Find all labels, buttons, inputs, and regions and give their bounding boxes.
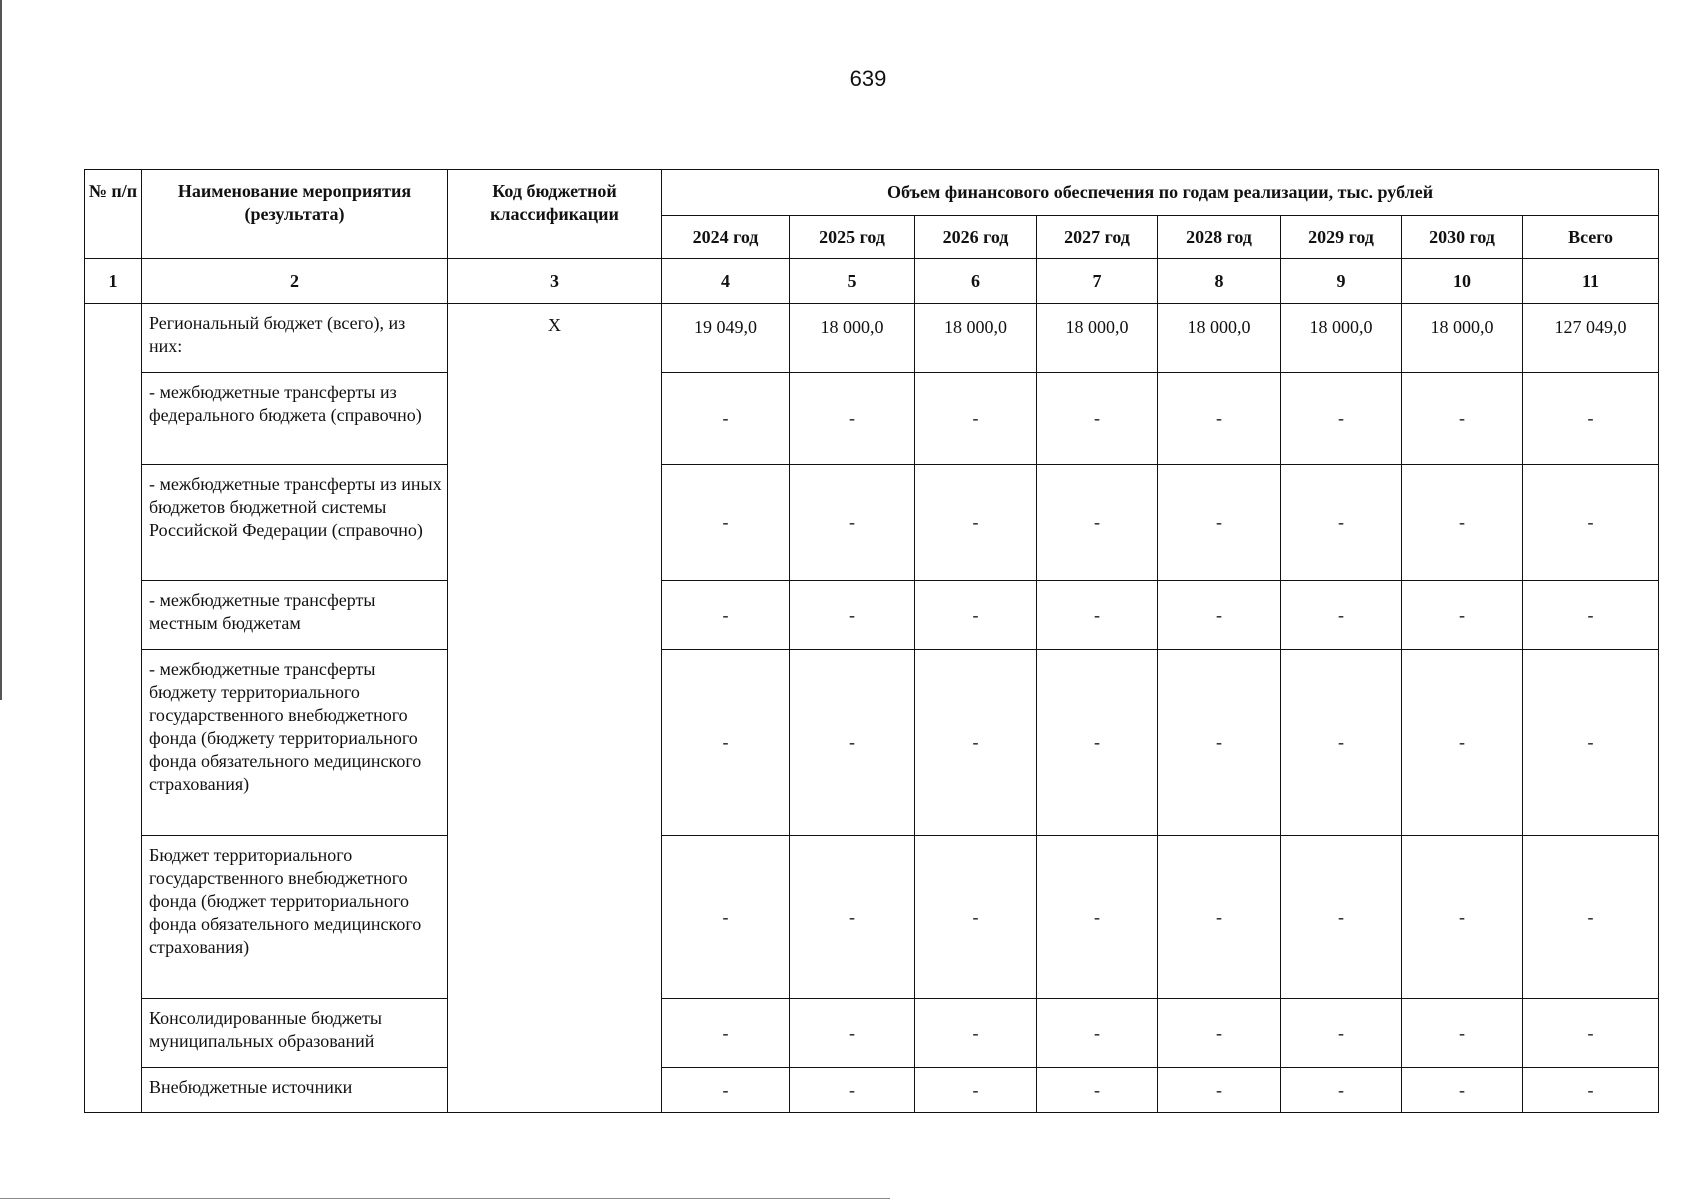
value-cell: - — [1037, 581, 1158, 650]
value-cell: - — [1037, 373, 1158, 465]
column-number: 10 — [1402, 259, 1523, 304]
header-year: 2025 год — [790, 216, 915, 259]
value-cell: - — [1402, 999, 1523, 1068]
value-cell: - — [662, 999, 790, 1068]
value-cell: 18 000,0 — [1158, 304, 1281, 373]
header-name: Наименование мероприятия (результата) — [142, 170, 448, 259]
table-row — [85, 304, 1659, 373]
value-cell: - — [1158, 1068, 1281, 1113]
row-name: - межбюджетные трансферты местным бюджетам — [142, 581, 448, 650]
total-cell: - — [1523, 836, 1659, 999]
column-number: 2 — [142, 259, 448, 304]
value-cell: - — [790, 465, 915, 581]
value-cell: - — [1158, 836, 1281, 999]
value-cell: - — [1281, 465, 1402, 581]
column-number: 7 — [1037, 259, 1158, 304]
budget-table — [84, 169, 1659, 1113]
value-cell: - — [915, 581, 1037, 650]
value-cell: - — [662, 581, 790, 650]
header-code: Код бюджетной классификации — [448, 170, 662, 259]
column-number: 3 — [448, 259, 662, 304]
table-row — [85, 373, 1659, 465]
value-cell: 18 000,0 — [1281, 304, 1402, 373]
value-cell: - — [1281, 373, 1402, 465]
total-cell: - — [1523, 581, 1659, 650]
value-cell: - — [1037, 999, 1158, 1068]
value-cell: - — [1037, 650, 1158, 836]
value-cell: - — [1281, 650, 1402, 836]
header-year: 2024 год — [662, 216, 790, 259]
value-cell: - — [1158, 999, 1281, 1068]
value-cell: - — [1037, 836, 1158, 999]
column-number: 6 — [915, 259, 1037, 304]
value-cell: - — [1158, 373, 1281, 465]
value-cell: 18 000,0 — [790, 304, 915, 373]
value-cell: - — [915, 836, 1037, 999]
value-cell: - — [1281, 836, 1402, 999]
value-cell: - — [915, 999, 1037, 1068]
value-cell: - — [1281, 581, 1402, 650]
row-name: - межбюджетные трансферты бюджету территориального государственного внебюджетного фонда (бюджету территориального фонда обязательного медицинского страхования) — [142, 650, 448, 836]
page-number: 639 — [849, 66, 887, 91]
column-number: 5 — [790, 259, 915, 304]
value-cell: - — [790, 836, 915, 999]
total-cell: 127 049,0 — [1523, 304, 1659, 373]
value-cell: - — [1402, 581, 1523, 650]
total-cell: - — [1523, 650, 1659, 836]
value-cell: - — [662, 465, 790, 581]
value-cell: - — [1037, 1068, 1158, 1113]
value-cell: - — [1158, 465, 1281, 581]
value-cell: - — [662, 1068, 790, 1113]
value-cell: - — [1281, 1068, 1402, 1113]
header-year: 2028 год — [1158, 216, 1281, 259]
table-row — [85, 581, 1659, 650]
value-cell: - — [1402, 1068, 1523, 1113]
value-cell: - — [1402, 465, 1523, 581]
value-cell: - — [790, 999, 915, 1068]
header-year: 2026 год — [915, 216, 1037, 259]
header-row — [85, 170, 1659, 216]
value-cell: - — [1402, 650, 1523, 836]
value-cell: - — [915, 373, 1037, 465]
table-row — [85, 999, 1659, 1068]
value-cell: - — [1037, 465, 1158, 581]
header-year: 2029 год — [1281, 216, 1402, 259]
column-number: 9 — [1281, 259, 1402, 304]
column-number: 1 — [85, 259, 142, 304]
row-name: Внебюджетные источники — [142, 1068, 448, 1113]
value-cell: - — [1158, 581, 1281, 650]
value-cell: - — [790, 581, 915, 650]
header-volume: Объем финансового обеспечения по годам реализации, тыс. рублей — [662, 170, 1659, 216]
value-cell: - — [662, 650, 790, 836]
value-cell: - — [662, 836, 790, 999]
value-cell: - — [915, 1068, 1037, 1113]
value-cell: 18 000,0 — [1037, 304, 1158, 373]
total-cell: - — [1523, 999, 1659, 1068]
value-cell: - — [662, 373, 790, 465]
value-cell: - — [915, 650, 1037, 836]
value-cell: 19 049,0 — [662, 304, 790, 373]
value-cell: - — [1402, 836, 1523, 999]
table-row — [85, 1068, 1659, 1113]
table-row — [85, 650, 1659, 836]
total-cell: - — [1523, 373, 1659, 465]
column-numbers-row — [85, 259, 1659, 304]
row-name: Бюджет территориального государственного внебюджетного фонда (бюджет территориального фонда обязательного медицинского страхования) — [142, 836, 448, 999]
row-name: - межбюджетные трансферты из иных бюджетов бюджетной системы Российской Федерации (справочно) — [142, 465, 448, 581]
row-name: Консолидированные бюджеты муниципальных образований — [142, 999, 448, 1068]
header-total: Всего — [1523, 216, 1659, 259]
row-num-cell — [85, 304, 142, 1113]
value-cell: 18 000,0 — [1402, 304, 1523, 373]
column-number: 11 — [1523, 259, 1659, 304]
table-row — [85, 465, 1659, 581]
value-cell: - — [1158, 650, 1281, 836]
value-cell: 18 000,0 — [915, 304, 1037, 373]
header-num: № п/п — [85, 170, 142, 259]
header-year: 2027 год — [1037, 216, 1158, 259]
value-cell: - — [790, 650, 915, 836]
header-year: 2030 год — [1402, 216, 1523, 259]
budget-code: Х — [448, 304, 662, 1113]
total-cell: - — [1523, 465, 1659, 581]
value-cell: - — [1281, 999, 1402, 1068]
scan-edge-left — [0, 0, 2, 700]
value-cell: - — [790, 373, 915, 465]
row-name: Региональный бюджет (всего), из них: — [142, 304, 448, 373]
total-cell: - — [1523, 1068, 1659, 1113]
table-row — [85, 836, 1659, 999]
scan-edge-bottom — [0, 1198, 890, 1199]
value-cell: - — [790, 1068, 915, 1113]
value-cell: - — [1402, 373, 1523, 465]
value-cell: - — [915, 465, 1037, 581]
row-name: - межбюджетные трансферты из федерального бюджета (справочно) — [142, 373, 448, 465]
column-number: 4 — [662, 259, 790, 304]
column-number: 8 — [1158, 259, 1281, 304]
